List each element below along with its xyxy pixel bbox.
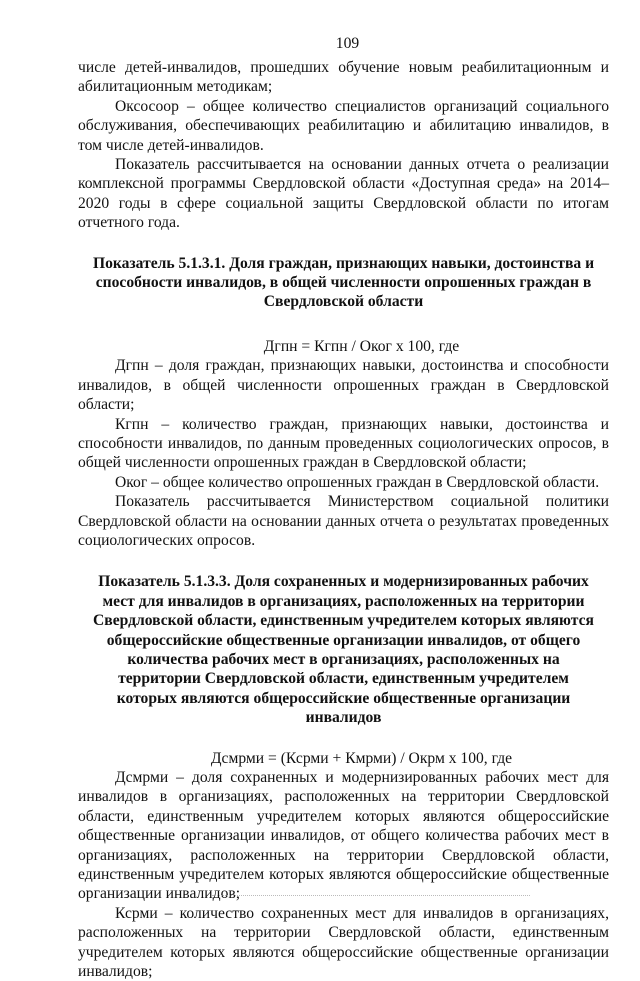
- document-page: [78, 34, 609, 981]
- paragraph-definition-dgpn: Дгпн – доля граждан, признающих навыки, достоинства и способности инвалидов, в общей численности опрошенных граждан в Свердловской области;: [78, 357, 609, 414]
- section-heading-5-1-3-3: Показатель 5.1.3.3. Доля сохраненных и модернизированных рабочих мест для инвалидов в организациях, расположенных на территории Свердловской области, единственным учредителем которых являются общероссийские общественные организации инвалидов, от общего количества рабочих мест в организациях, расположенных на территории Свердловской области, единственным учредителем которых являются общероссийские общественные организации инвалидов: [93, 573, 594, 727]
- bottom-dotted-rule: [212, 895, 530, 896]
- paragraph-definition-kgpn: Кгпн – количество граждан, признающих навыки, достоинства и способности инвалидов, по данным проведенных социологических опросов, в общей численности опрошенных граждан в Свердловской области;: [78, 415, 609, 472]
- paragraph-definition-dsmrmi: Дсмрми – доля сохраненных и модернизированных рабочих мест для инвалидов в организациях, расположенных на территории Свердловской области, единственным учредителем которых являются общероссийские общественные организации инвалидов, от общего количества рабочих мест в организациях, расположенных на территории Свердловской области, единственным учредителем которых являются общероссийские общественные организации инвалидов;: [78, 769, 609, 903]
- page-number: 109: [335, 35, 360, 52]
- paragraph-calculation-note-2: Показатель рассчитывается Министерством социальной политики Свердловской области на основании данных отчета о результатах проведенных социологических опросов.: [78, 493, 609, 549]
- paragraph-definition-oksosoor: Оксосоор – общее количество специалистов организаций социального обслуживания, обеспечивающих реабилитацию и абилитацию инвалидов, в том числе детей-инвалидов.: [78, 97, 609, 154]
- paragraph-continuation: числе детей-инвалидов, прошедших обучение новым реабилитационным и абилитационным методикам;: [78, 59, 609, 96]
- paragraph-definition-ksrmi: Ксрми – количество сохраненных мест для инвалидов в организациях, расположенных на территории Свердловской области, единственным учредителем которых являются общероссийские общественные организации инвалидов;: [78, 904, 609, 981]
- paragraph-calculation-note: Показатель рассчитывается на основании данных отчета о реализации комплексной программы Свердловской области «Доступная среда» на 2014–2020 годы в сфере социальной защиты Свердловской области по итогам отчетного года.: [78, 156, 609, 232]
- formula-dgpn: Дгпн = Кгпн / Оког х 100, где: [263, 337, 460, 355]
- formula-dsmrmi: Дсмрми = (Ксрми + Кмрми) / Окрм х 100, где: [210, 749, 513, 767]
- paragraph-definition-okog: Оког – общее количество опрошенных граждан в Свердловской области.: [115, 473, 600, 491]
- section-heading-5-1-3-1: Показатель 5.1.3.1. Доля граждан, признающих навыки, достоинства и способности инвалидов, в общей численности опрошенных граждан в Свердловской области: [92, 254, 595, 311]
